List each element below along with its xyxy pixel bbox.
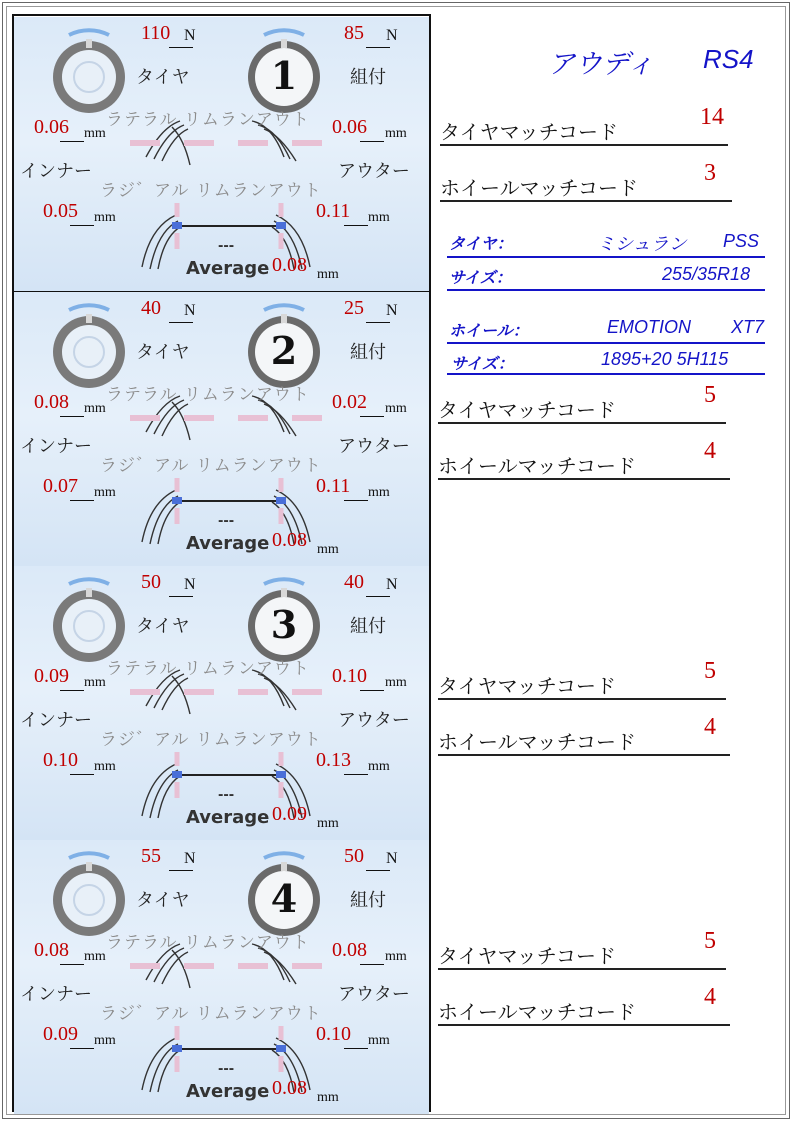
mm-unit: mm	[317, 816, 339, 831]
wheel-match-label: ホイールマッチコード	[440, 176, 638, 200]
average-dashes: ---	[218, 788, 235, 803]
lateral-outer-value: 0.06	[332, 116, 367, 138]
mm-unit: mm	[94, 759, 116, 774]
average-label: Average	[186, 258, 270, 279]
value-underline	[169, 47, 193, 48]
tire-force-value: 50	[141, 571, 161, 593]
outer-label: アウター	[338, 710, 410, 731]
spec-tire-label: タイヤ：	[449, 234, 513, 253]
wheel-match-label: ホイールマッチコード	[438, 730, 636, 754]
average-dashes: ---	[218, 239, 235, 254]
assembly-label: 組付	[350, 67, 386, 88]
match-underline	[440, 200, 732, 202]
lateral-inner-value: 0.08	[34, 939, 69, 961]
value-underline	[344, 774, 368, 775]
radial-runout-label: ラジ゛アル リムランアウト	[100, 730, 322, 750]
mm-unit: mm	[94, 485, 116, 500]
match-underline	[438, 422, 726, 424]
value-underline	[366, 596, 390, 597]
radial-inner-value: 0.05	[43, 200, 78, 222]
lateral-inner-value: 0.08	[34, 391, 69, 413]
force-unit: N	[386, 850, 398, 867]
match-underline	[438, 478, 730, 480]
value-underline	[60, 964, 84, 965]
wheel-number: 3	[270, 602, 298, 647]
mm-unit: mm	[385, 675, 407, 690]
assembly-label: 組付	[350, 616, 386, 637]
spec-wheel-label: ホイール：	[449, 321, 529, 340]
spec-wheel-size-label: サイズ：	[451, 354, 514, 373]
average-value: 0.08	[272, 1077, 307, 1099]
value-underline	[366, 47, 390, 48]
radial-runout-label: ラジ゛アル リムランアウト	[100, 181, 322, 201]
tire-label: タイヤ	[136, 67, 190, 88]
wheel-panel	[14, 17, 429, 291]
value-underline	[360, 416, 384, 417]
lateral-runout-label: ラテラル リムランアウト	[106, 933, 310, 953]
mm-unit: mm	[368, 485, 390, 500]
match-underline	[438, 968, 726, 970]
spec-underline	[447, 289, 765, 291]
vehicle-make: アウディ	[548, 49, 654, 80]
wheel-panel	[14, 566, 429, 840]
spec-wheel-size: 1895+20 5H115	[601, 349, 729, 369]
lateral-outer-value: 0.08	[332, 939, 367, 961]
value-underline	[169, 322, 193, 323]
value-underline	[60, 690, 84, 691]
tire-match-label: タイヤマッチコード	[438, 944, 616, 968]
lateral-runout-label: ラテラル リムランアウト	[106, 385, 310, 405]
lateral-runout-label: ラテラル リムランアウト	[106, 110, 310, 130]
radial-inner-value: 0.09	[43, 1023, 78, 1045]
spec-tire-size: 255/35R18	[662, 264, 751, 284]
tire-match-value: 5	[704, 658, 716, 684]
force-unit: N	[386, 27, 398, 44]
inner-label: インナー	[20, 984, 92, 1005]
assembly-label: 組付	[350, 342, 386, 363]
lateral-inner-value: 0.09	[34, 665, 69, 687]
mm-unit: mm	[84, 126, 106, 141]
tire-match-label: タイヤマッチコード	[440, 120, 618, 144]
assembly-force-value: 85	[344, 22, 364, 44]
wheel-number: 1	[270, 53, 298, 98]
value-underline	[360, 964, 384, 965]
mm-unit: mm	[368, 210, 390, 225]
spec-underline	[447, 256, 765, 258]
mm-unit: mm	[317, 1090, 339, 1105]
wheel-match-label: ホイールマッチコード	[438, 454, 636, 478]
tire-match-value: 14	[700, 104, 724, 130]
outer-label: アウター	[338, 984, 410, 1005]
assembly-force-value: 25	[344, 297, 364, 319]
radial-runout-label: ラジ゛アル リムランアウト	[100, 1004, 322, 1024]
match-underline	[438, 754, 730, 756]
force-unit: N	[386, 576, 398, 593]
mm-unit: mm	[94, 1033, 116, 1048]
tire-match-value: 5	[704, 928, 716, 954]
mm-unit: mm	[317, 267, 339, 282]
lateral-outer-value: 0.10	[332, 665, 367, 687]
wheel-match-value: 4	[704, 984, 716, 1010]
match-underline	[438, 698, 726, 700]
match-underline	[440, 144, 728, 146]
mm-unit: mm	[84, 949, 106, 964]
lateral-runout-label: ラテラル リムランアウト	[106, 659, 310, 679]
mm-unit: mm	[368, 1033, 390, 1048]
tire-match-label: タイヤマッチコード	[438, 674, 616, 698]
assembly-force-value: 50	[344, 845, 364, 867]
outer-label: アウター	[338, 161, 410, 182]
tire-force-value: 40	[141, 297, 161, 319]
spec-underline	[447, 373, 765, 375]
spec-wheel-brand: EMOTION	[607, 317, 691, 337]
lateral-outer-value: 0.02	[332, 391, 367, 413]
value-underline	[169, 870, 193, 871]
spec-tire-model: PSS	[723, 231, 760, 251]
radial-inner-value: 0.07	[43, 475, 78, 497]
average-label: Average	[186, 533, 270, 554]
value-underline	[70, 1048, 94, 1049]
average-dashes: ---	[218, 514, 235, 529]
force-unit: N	[184, 850, 196, 867]
value-underline	[344, 500, 368, 501]
tire-label: タイヤ	[136, 890, 190, 911]
value-underline	[366, 322, 390, 323]
wheel-panel	[14, 292, 429, 566]
lateral-inner-value: 0.06	[34, 116, 69, 138]
value-underline	[60, 416, 84, 417]
force-unit: N	[184, 576, 196, 593]
wheel-match-value: 4	[704, 438, 716, 464]
radial-outer-value: 0.10	[316, 1023, 351, 1045]
spec-tire-brand: ミシュラン	[597, 234, 687, 255]
spec-wheel-model: XT7	[731, 317, 765, 337]
wheel-number: 2	[270, 328, 298, 373]
spec-underline	[447, 342, 765, 344]
tire-match-label: タイヤマッチコード	[438, 398, 616, 422]
assembly-label: 組付	[350, 890, 386, 911]
force-unit: N	[184, 27, 196, 44]
tire-match-value: 5	[704, 382, 716, 408]
tire-dial-icon	[53, 853, 125, 936]
value-underline	[169, 596, 193, 597]
average-dashes: ---	[218, 1062, 235, 1077]
wheel-number: 4	[270, 876, 298, 921]
value-underline	[70, 225, 94, 226]
tire-dial-icon	[53, 30, 125, 113]
match-underline	[438, 1024, 730, 1026]
vehicle-model: RS4	[703, 44, 754, 74]
average-value: 0.09	[272, 803, 307, 825]
outer-label: アウター	[338, 436, 410, 457]
inner-label: インナー	[20, 710, 92, 731]
tire-dial-icon	[53, 579, 125, 662]
tire-force-value: 55	[141, 845, 161, 867]
radial-inner-value: 0.10	[43, 749, 78, 771]
tire-label: タイヤ	[136, 616, 190, 637]
value-underline	[70, 774, 94, 775]
average-label: Average	[186, 807, 270, 828]
wheel-match-value: 3	[704, 160, 716, 186]
tire-dial-icon	[53, 305, 125, 388]
wheel-match-value: 4	[704, 714, 716, 740]
mm-unit: mm	[385, 949, 407, 964]
radial-outer-value: 0.13	[316, 749, 351, 771]
value-underline	[344, 225, 368, 226]
mm-unit: mm	[84, 675, 106, 690]
tire-force-value: 110	[141, 22, 171, 44]
radial-outer-value: 0.11	[316, 475, 351, 497]
radial-runout-label: ラジ゛アル リムランアウト	[100, 456, 322, 476]
wheel-panel	[14, 840, 429, 1114]
value-underline	[360, 141, 384, 142]
mm-unit: mm	[368, 759, 390, 774]
average-value: 0.08	[272, 529, 307, 551]
value-underline	[360, 690, 384, 691]
assembly-force-value: 40	[344, 571, 364, 593]
value-underline	[344, 1048, 368, 1049]
radial-outer-value: 0.11	[316, 200, 351, 222]
force-unit: N	[184, 302, 196, 319]
value-underline	[70, 500, 94, 501]
mm-unit: mm	[317, 542, 339, 557]
force-unit: N	[386, 302, 398, 319]
spec-tire-size-label: サイズ：	[449, 268, 512, 287]
inner-label: インナー	[20, 436, 92, 457]
mm-unit: mm	[84, 401, 106, 416]
inner-label: インナー	[20, 161, 92, 182]
average-value: 0.08	[272, 254, 307, 276]
average-label: Average	[186, 1081, 270, 1102]
value-underline	[60, 141, 84, 142]
mm-unit: mm	[94, 210, 116, 225]
wheel-match-label: ホイールマッチコード	[438, 1000, 636, 1024]
mm-unit: mm	[385, 401, 407, 416]
value-underline	[366, 870, 390, 871]
mm-unit: mm	[385, 126, 407, 141]
tire-label: タイヤ	[136, 342, 190, 363]
